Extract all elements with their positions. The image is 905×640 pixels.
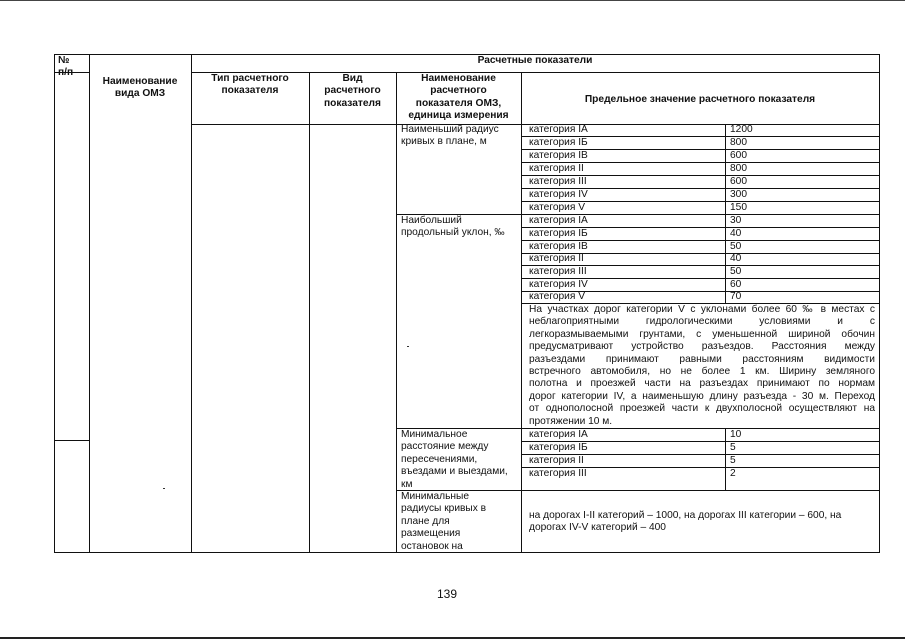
table-row-category: категория IV [529, 279, 588, 290]
table-row-category: категория III [529, 266, 587, 277]
table-row-value: 1200 [730, 124, 753, 135]
table-row-category: категория IA [529, 124, 588, 135]
table-row-category: категория III [529, 468, 587, 479]
indicator-min-radius: Наименьший радиус кривых в плане, м [401, 124, 499, 148]
table-row-value: 5 [730, 455, 736, 466]
table-row-category: категория IV [529, 189, 588, 200]
table-row-value: 800 [730, 137, 747, 148]
header-number: № [58, 55, 70, 66]
grade-note-paragraph: На участках дорог категории V с уклонами более 60 ‰ в местах с неблагоприятными гидрологическими условиями и с легкоразмываемыми грунтами, с уменьшенной шириной обочин предусматривают устройство разъездов. Расстояния между разъездами принимают равными расстояниям видимости встречного автомобиля, но не более 1 км. Ширину земляного полотна и проезжей части на разъездах принимают по нормам дорог категории IV, а наименьшую длину разъезда - 30 м. Переход от однополосной проезжей части к двухполосной осуществляют на протяжении 10 м. [529, 304, 875, 427]
header-name-col: Наименование вида ОМЗ [102, 76, 178, 100]
scan-edge-top [0, 0, 905, 1]
scan-speck [407, 346, 409, 347]
scan-speck [163, 488, 165, 489]
table-row-value: 50 [730, 266, 742, 277]
header-limit-col: Предельное значение расчетного показателя [584, 94, 816, 105]
table-row-category: категория IB [529, 241, 588, 252]
table-row-value: 800 [730, 163, 747, 174]
table-row-value: 70 [730, 291, 742, 302]
table-row-value: 40 [730, 228, 742, 239]
indicator-max-grade: Наибольший продольный уклон, ‰ [401, 215, 505, 239]
table-row-category: категория IБ [529, 228, 588, 239]
header-number-sub: п/п [58, 67, 74, 78]
stop-curve-radius-text: на дорогах I-II категорий – 1000, на дорогах III категории – 600, на дорогах IV-V категорий – 400 [529, 510, 842, 534]
header-group-title: Расчетные показатели [477, 55, 593, 66]
table-row-value: 10 [730, 429, 742, 440]
header-kind-col: Вид расчетного показателя [324, 73, 381, 109]
table-row-value: 30 [730, 215, 742, 226]
table-row-category: категория II [529, 253, 584, 264]
page-number: 139 [437, 587, 458, 601]
indicator-min-curve-radius-stops: Минимальные радиусы кривых в плане для размещения остановок на [401, 491, 487, 552]
table-row-value: 150 [730, 202, 747, 213]
table-row-value: 600 [730, 150, 747, 161]
table-row-category: категория IB [529, 150, 588, 161]
table-row-category: категория IA [529, 215, 588, 226]
table-row-category: категория V [529, 202, 585, 213]
header-indicator-col: Наименование расчетного показателя ОМЗ, единица измерения [408, 73, 509, 122]
table-row-category: категория IA [529, 429, 588, 440]
table-row-category: категория II [529, 163, 584, 174]
header-type-col: Тип расчетного показателя [211, 73, 289, 97]
table-row-category: категория IБ [529, 137, 588, 148]
table-row-category: категория IБ [529, 442, 588, 453]
indicator-min-distance: Минимальное расстояние между пересечениями, въездами и выездами, км [401, 429, 508, 490]
table-row-value: 300 [730, 189, 747, 200]
table-row-value: 60 [730, 279, 742, 290]
table-row-value: 5 [730, 442, 736, 453]
table-row-value: 2 [730, 468, 736, 479]
table-row-category: категория III [529, 176, 587, 187]
table-row-value: 50 [730, 241, 742, 252]
table-row-category: категория V [529, 291, 585, 302]
table-row-category: категория II [529, 455, 584, 466]
table-row-value: 40 [730, 253, 742, 264]
scan-edge-bottom [0, 637, 905, 639]
table-row-value: 600 [730, 176, 747, 187]
